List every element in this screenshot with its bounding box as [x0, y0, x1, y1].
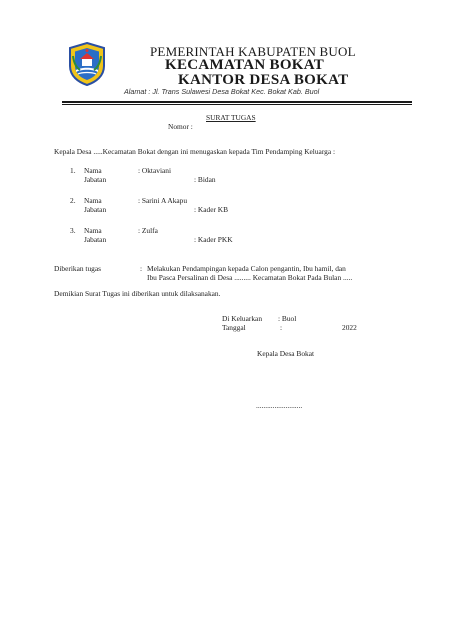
regency-crest-icon	[68, 42, 106, 86]
member-role-value: : Bidan	[194, 175, 216, 184]
issued-date-colon: :	[280, 323, 283, 332]
member-role-value: : Kader KB	[194, 205, 229, 214]
assignment-text-line1: Melakukan Pendampingan kepada Calon pengantin, Ibu hamil, dan	[147, 264, 346, 273]
member-role-label: Jabatan	[84, 205, 107, 214]
assignment-text-line2: Ibu Pasca Persalinan di Desa ......... Kecamatan Bokat Pada Bulan .....	[147, 273, 353, 282]
issued-date-label: Tanggal	[222, 323, 246, 332]
assignment-colon: :	[140, 264, 143, 273]
office-address: Alamat : Jl. Trans Sulawesi Desa Bokat Kec. Bokat Kab. Buol	[124, 87, 320, 96]
member-role-label: Jabatan	[84, 175, 107, 184]
assignment-label: Diberikan tugas	[54, 264, 101, 273]
issued-year: 2022	[342, 323, 357, 332]
letter-title: SURAT TUGAS	[206, 113, 256, 122]
member-name-value: : Sarini A Akapu	[138, 196, 188, 205]
member-number: 2.	[70, 196, 76, 205]
signatory-name-placeholder: .........................	[256, 401, 303, 410]
government-name: PEMERINTAH KABUPATEN BUOL	[150, 44, 356, 59]
member-role-value: : Kader PKK	[194, 235, 233, 244]
letterhead-rule-thin	[62, 104, 412, 105]
member-name-value: : Oktaviani	[138, 166, 172, 175]
issued-place-label: Di Keluarkan	[222, 314, 263, 323]
office-name: KANTOR DESA BOKAT	[178, 72, 349, 88]
letterhead-rule	[62, 101, 412, 103]
member-name-label: Nama	[84, 166, 102, 175]
signatory-title: Kepala Desa Bokat	[257, 349, 315, 358]
letter-number-label: Nomor :	[168, 122, 193, 131]
member-number: 1.	[70, 166, 76, 175]
district-name: KECAMATAN BOKAT	[165, 57, 325, 73]
member-name-value: : Zulfa	[138, 226, 158, 235]
issued-place-value: : Buol	[278, 314, 297, 323]
member-role-label: Jabatan	[84, 235, 107, 244]
member-name-label: Nama	[84, 226, 102, 235]
member-name-label: Nama	[84, 196, 102, 205]
closing-sentence: Demikian Surat Tugas ini diberikan untuk dilaksanakan.	[54, 289, 221, 298]
intro-paragraph: Kepala Desa .....Kecamatan Bokat dengan ini menugaskan kepada Tim Pendamping Keluarga :	[54, 147, 336, 156]
member-number: 3.	[70, 226, 76, 235]
